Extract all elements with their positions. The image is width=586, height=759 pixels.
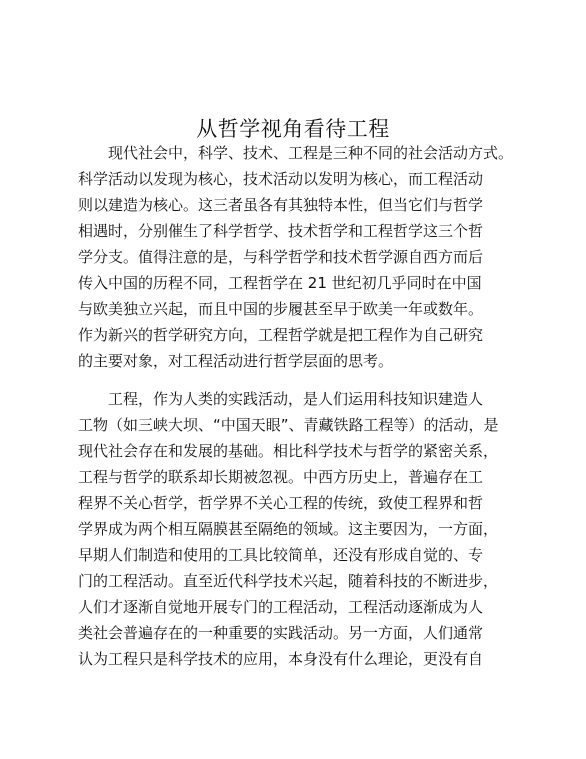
paragraph-line: 作为新兴的哲学研究方向，工程哲学就是把工程作为自己研究: [78, 326, 484, 344]
paragraph-line: 认为工程只是科学技术的应用，本身没有什么理论，更没有自: [78, 650, 484, 668]
paragraph-line: 学界成为两个相互隔膜甚至隔绝的领域。这主要因为，一方面，: [78, 520, 499, 538]
paragraph-line: 程界不关心哲学，哲学界不关心工程的传统，致使工程界和哲: [78, 494, 484, 512]
paragraph-line: 现代社会中，科学、技术、工程是三种不同的社会活动方式。: [108, 144, 514, 162]
paragraph-line: 与欧美独立兴起，而且中国的步履甚至早于欧美一年或数年。: [78, 300, 484, 318]
paragraph-line: 的主要对象，对工程活动进行哲学层面的思考。: [78, 352, 394, 370]
paragraph-line: 人们才逐渐自觉地开展专门的工程活动，工程活动逐渐成为人: [78, 598, 484, 616]
paragraph-line: 工程，作为人类的实践活动，是人们运用科技知识建造人: [108, 390, 484, 408]
paragraph-1: [78, 140, 518, 374]
paragraph-line: 传入中国的历程不同，工程哲学在 21 世纪初几乎同时在中国: [78, 274, 482, 292]
paragraph-line: 早期人们制造和使用的工具比较简单，还没有形成自觉的、专: [78, 546, 484, 564]
paragraph-line: 相遇时，分别催生了科学哲学、技术哲学和工程哲学这三个哲: [78, 222, 484, 240]
paragraph-line: 工物（如三峡大坝、“中国天眼”、青藏铁路工程等）的活动，是: [78, 416, 499, 434]
paragraph-line: 门的工程活动。直至近代科学技术兴起，随着科技的不断进步，: [78, 572, 499, 590]
paragraph-line: 工程与哲学的联系却长期被忽视。中西方历史上，普遍存在工: [78, 468, 484, 486]
paragraph-line: 则以建造为核心。这三者虽各有其独特本性，但当它们与哲学: [78, 196, 484, 214]
paragraph-2: [78, 386, 518, 672]
paragraph-line: 学分支。值得注意的是，与科学哲学和技术哲学源自西方而后: [78, 248, 484, 266]
paragraph-line: 科学活动以发现为核心，技术活动以发明为核心，而工程活动: [78, 170, 484, 188]
paragraph-line: 现代社会存在和发展的基础。相比科学技术与哲学的紧密关系，: [78, 442, 499, 460]
paragraph-line: 类社会普遍存在的一种重要的实践活动。另一方面，人们通常: [78, 624, 484, 642]
document-title: 从哲学视角看待工程: [196, 117, 390, 142]
